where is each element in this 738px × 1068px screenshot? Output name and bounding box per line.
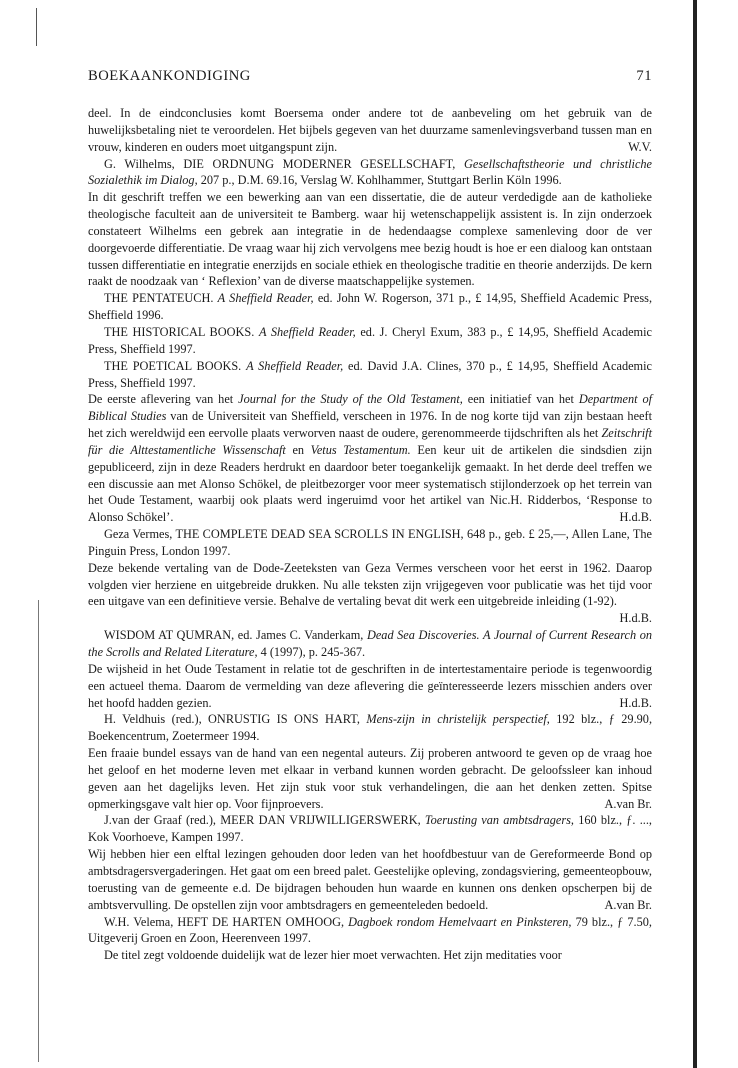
journal-title: Dead Sea Discoveries. A Journal of Current Research on the Scrolls and Related Literature,: [88, 628, 652, 659]
book-title: THE PENTATEUCH.: [104, 291, 214, 306]
book-series: A Sheffield Reader,: [217, 291, 314, 306]
book-title: H. Veldhuis (red.), ONRUSTIG IS ONS HART,: [104, 712, 360, 727]
book-title: DIE ORDNUNG MODERNER GESELLSCHAFT,: [183, 156, 456, 171]
review-heading-historical: [88, 324, 652, 358]
book-title: WISDOM AT QUMRAN, ed. James C. Vanderkam,: [104, 628, 364, 643]
review-text-veldhuis: [88, 745, 652, 812]
book-series: A Sheffield Reader,: [258, 324, 356, 339]
book-publication: ed. David J.A. Clines, 370 p., £ 14,95, Sheffield Academic Press, Sheffield 1997.: [88, 358, 652, 390]
review-heading-vandergraaf: [88, 812, 652, 846]
book-publication: 160 blz., ƒ. ..., Kok Voorhoeve, Kampen 1997.: [88, 813, 652, 845]
page: [88, 68, 652, 964]
review-text-vermes: [88, 560, 652, 627]
book-publication: 79 blz., ƒ 7.50, Uitgeverij Groen en Zoon, Heerenveen 1997.: [88, 914, 652, 946]
review-text-sheffield: [88, 391, 652, 526]
book-author: G. Wilhelms,: [104, 156, 175, 171]
review-text: een initiatief van het: [467, 392, 574, 407]
journal-title: Zeitschrift für die Alttestamentliche Wissenschaft: [88, 426, 653, 457]
review-heading-poetical: [88, 358, 652, 392]
review-text: De eerste aflevering van het: [88, 392, 234, 407]
reviewer-signature: A.van Br.: [604, 897, 652, 912]
review-text: De wijsheid in het Oude Testament in relatie tot de geschriften in de intertestamentaire periode is tegenwoordig een actueel thema. Daarom de vermelding van deze aflevering die geïnteresseerde lezers misschien anders over het hoofd hadden gezien.: [88, 661, 652, 710]
section-title: BOEKAANKONDIGING: [88, 68, 251, 84]
review-text-vandergraaf: [88, 846, 652, 913]
review-text-qumran: [88, 661, 652, 712]
review-heading-pentateuch: [88, 290, 652, 324]
review-heading-qumran: [88, 627, 652, 661]
book-publication: 207 p., D.M. 69.16, Verslag W. Kohlhammer, Stuttgart Berlin Köln 1996.: [200, 173, 562, 188]
scan-edge-right: [693, 0, 697, 1068]
running-head: [88, 68, 652, 96]
page-body: [88, 105, 652, 964]
review-heading-velema: [88, 914, 652, 948]
review-heading-veldhuis: [88, 711, 652, 745]
reviewer-signature: H.d.B.: [619, 695, 652, 710]
review-text: deel. In de eindconclusies komt Boersema onder andere tot de aanbeveling om het gebruik van de huwelijksbetaling niet te veroordelen. Het bijbels gegeven van het duurzame samenlevingsverband tussen man en vrouw, kinderen en ouders moet uitgangspunt zijn.: [88, 106, 652, 154]
review-text: Wij hebben hier een elftal lezingen gehouden door leden van het hoofdbestuur van de Gereformeerde Bond op ambtsdragersvergaderingen. Het gaat om een breed palet. Geestelijke opleving, zondagsviering, gemeenteopbouw, toerusting van de gemeente e.d. De bijdragen behouden hun waarde en kunnen ons denken opscherpen bij de ambtsvervulling. De opstellen zijn voor ambtsdragers en gemeenteleden bedoeld.: [88, 847, 652, 912]
reviewer-signature: H.d.B.: [619, 510, 652, 525]
reviewer-signature: H.d.B.: [619, 611, 652, 626]
book-series: Dagboek rondom Hemelvaart en Pinksteren,: [348, 914, 572, 929]
reviewer-signature: A.van Br.: [604, 796, 652, 811]
book-publication: ed. John W. Rogerson, 371 p., £ 14,95, Sheffield Academic Press, Sheffield 1996.: [88, 291, 653, 323]
book-title: THE POETICAL BOOKS.: [104, 358, 242, 373]
scan-edge-top: [36, 8, 37, 46]
review-text: van de Universiteit van Sheffield, verscheen in 1976. In de nog korte tijd van zijn bestaan heeft het zich wereldwijd een eervolle plaats verworven naast de oudere, gerenommeerde tijdschriften als het: [88, 409, 653, 441]
journal-title: Vetus Testamentum.: [310, 442, 411, 457]
book-title: W.H. Velema, HEFT DE HARTEN OMHOOG,: [104, 914, 345, 929]
review-heading-vermes: Geza Vermes, THE COMPLETE DEAD SEA SCROLLS IN ENGLISH, 648 p., geb. £ 25,—, Allen Lane, The Pinguin Press, London 1997.: [88, 527, 652, 558]
review-text: Een fraaie bundel essays van de hand van een negental auteurs. Zij proberen antwoord te geven op de vraag hoe het geloof en het moderne leven met elkaar in verband kunnen worden gebracht. De geloofssleer kan inhoud geven aan het dagelijks leven. Het zijn stuk voor stuk verhandelingen, die aan het denken zetten. Spitse opmerkingsgave valt hier op. Voor fijnproevers.: [88, 746, 652, 811]
page-number: 71: [636, 68, 652, 84]
book-series: Mens-zijn in christelijk perspectief,: [366, 712, 550, 727]
book-title: THE HISTORICAL BOOKS.: [104, 324, 255, 339]
review-heading-wilhelms: [88, 156, 652, 190]
book-publication: ed. J. Cheryl Exum, 383 p., £ 14,95, Sheffield Academic Press, Sheffield 1997.: [88, 324, 653, 356]
review-text-wilhelms: In dit geschrift treffen we een bewerking aan van een dissertatie, die de auteur verdedigde aan de katholieke theologische faculteit aan de universiteit te Bamberg. waar hij wetenschappelijk assistent is. In zijn onderzoek constateert Wilhelms een gebrek aan integratie in de hedendaagse complexe samenleving door de ver doorgevoerde differentiatie. De vraag waar hij zich vervolgens mee bezig houdt is hoe er een dialoog kan ontstaan tussen differentiatie en integratie enerzijds en sociale ethiek en theologische traditie en theorie anderzijds. De kern raakt de noodzaak van ‘ Reflexion’ van de diverse maatschappelijke systemen.: [88, 190, 652, 289]
book-title: J.van der Graaf (red.), MEER DAN VRIJWILLIGERSWERK,: [104, 813, 421, 828]
review-boersema-end: [88, 105, 652, 156]
department-name: Department of Biblical Studies: [88, 392, 653, 424]
book-series: A Sheffield Reader,: [246, 358, 344, 373]
journal-title: Journal for the Study of the Old Testament,: [238, 392, 463, 407]
reviewer-signature: W.V.: [628, 139, 652, 154]
book-publication: 192 blz., ƒ 29.90, Boekencentrum, Zoetermeer 1994.: [88, 712, 653, 744]
book-series: Toerusting van ambtsdragers,: [424, 813, 574, 828]
book-publication: 4 (1997), p. 245-367.: [260, 645, 366, 659]
review-text: Een keur uit de artikelen die sindsdien zijn gepubliceerd, zijn in deze Readers herdrukt en daardoor beter toegankelijk gemaakt. In het derde deel treffen we een discussie aan met Alonso Schökel, de pleitbezorger voor meer systematisch stijlonderzoek op het terrein van het Oude Testament, waarbij ook plaats werd ingeruimd voor het artikel van Nic.H. Ridderbos, ‘Response to Alonso Schökel’.: [88, 442, 653, 525]
review-text: Deze bekende vertaling van de Dode-Zeeteksten van Geza Vermes verscheen voor het eerst in 1962. Daarop volgden vier herziene en uitgebreide drukken. Nu alle teksten zijn vrijgegeven voor publicatie was het tijd voor een uitgave van een definitieve versie. Behalve de vertaling bevat dit werk een uitgebreide inleiding (1-92).: [88, 560, 652, 609]
book-series: Gesellschaftstheorie und christliche Sozialethik im Dialog,: [88, 156, 653, 188]
review-text-velema: De titel zegt voldoende duidelijk wat de lezer hier moet verwachten. Het zijn meditaties voor: [104, 948, 562, 963]
scan-edge-left: [38, 600, 39, 1062]
review-text: en: [292, 442, 305, 457]
